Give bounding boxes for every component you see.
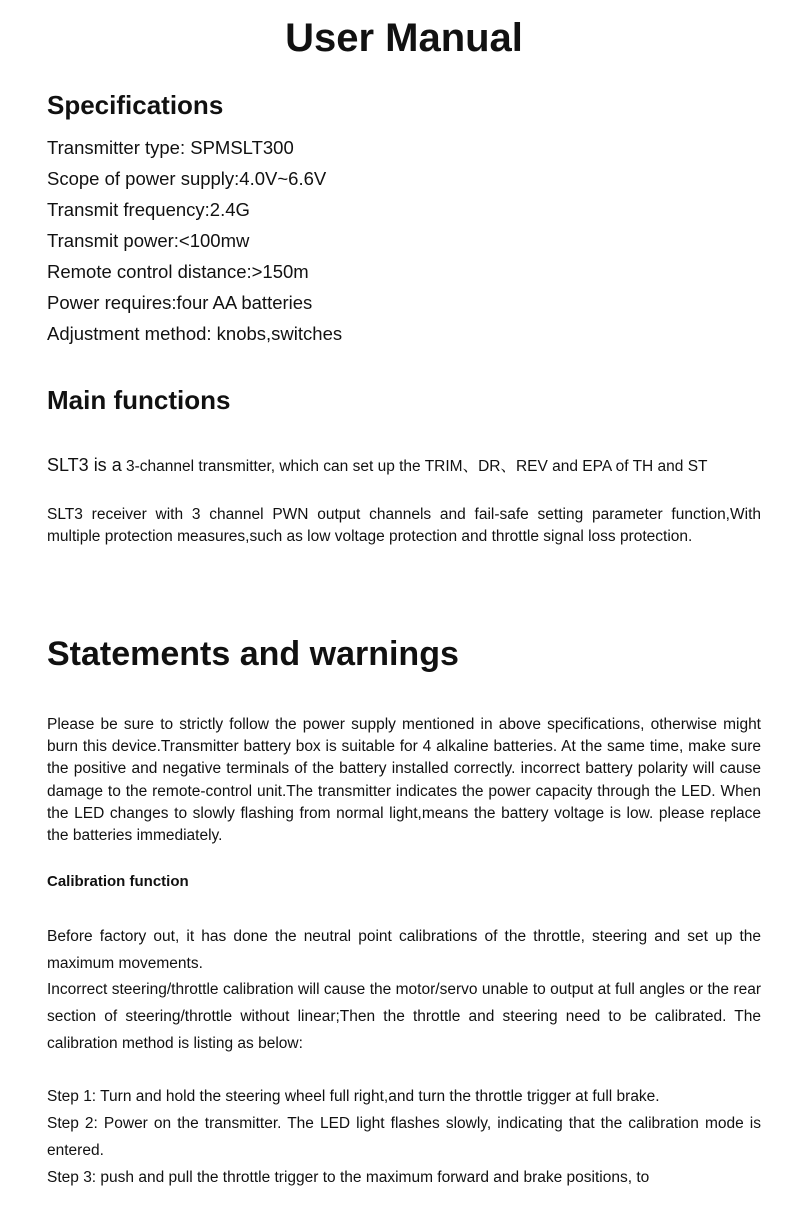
spec-adjustment: Adjustment method: knobs,switches [47, 323, 343, 344]
slt3-lead-text: SLT3 is a [47, 455, 122, 475]
spec-transmitter-type: Transmitter type: SPMSLT300 [47, 137, 294, 158]
spec-frequency: Transmit frequency:2.4G [47, 199, 250, 220]
statements-paragraph: Please be sure to strictly follow the power supply mentioned in above specifications, otherwise might burn this device.Transmitter battery box is suitable for 4 alkaline batteries. At the same time, make sure the positive and negative terminals of the battery installed correctly. incorrect battery polarity will cause damage to the remote-control unit.The transmitter indicates the power capacity through the LED. When the LED changes to slowly flashing from normal light,means the battery voltage is low. please replace the batteries immediately. [47, 716, 761, 845]
document-title: User Manual [285, 16, 523, 60]
main-functions-paragraph-2: SLT3 receiver with 3 channel PWN output channels and fail-safe setting parameter function,With multiple protection measures,such as low voltage protection and throttle signal loss protection. [47, 506, 761, 546]
calibration-step-1: Step 1: Turn and hold the steering wheel full right,and turn the throttle trigger at full brake. [47, 1088, 660, 1105]
spec-distance: Remote control distance:>150m [47, 261, 309, 282]
calibration-paragraph-2: Incorrect steering/throttle calibration will cause the motor/servo unable to output at full angles or the rear section of steering/throttle without linear;Then the throttle and steering need to be calibrated. The calibration method is listing as below: [47, 981, 761, 1052]
specifications-list [47, 132, 342, 349]
statements-heading: Statements and warnings [47, 635, 459, 673]
calibration-step-3: Step 3: push and pull the throttle trigger to the maximum forward and brake positions, to [47, 1169, 650, 1186]
main-functions-heading: Main functions [47, 385, 231, 415]
specifications-heading: Specifications [47, 90, 224, 120]
calibration-step-2: Step 2: Power on the transmitter. The LED light flashes slowly, indicating that the calibration mode is entered. [47, 1115, 761, 1159]
main-functions-paragraph-1 [47, 454, 761, 478]
calibration-heading: Calibration function [47, 873, 189, 890]
spec-batteries: Power requires:four AA batteries [47, 292, 313, 313]
spec-power: Transmit power:<100mw [47, 230, 250, 251]
slt3-description: 3-channel transmitter, which can set up the TRIM、DR、REV and EPA of TH and ST [121, 458, 708, 475]
calibration-paragraph-1: Before factory out, it has done the neutral point calibrations of the throttle, steering and set up the maximum movements. [47, 928, 761, 972]
spec-power-supply: Scope of power supply:4.0V~6.6V [47, 168, 327, 189]
